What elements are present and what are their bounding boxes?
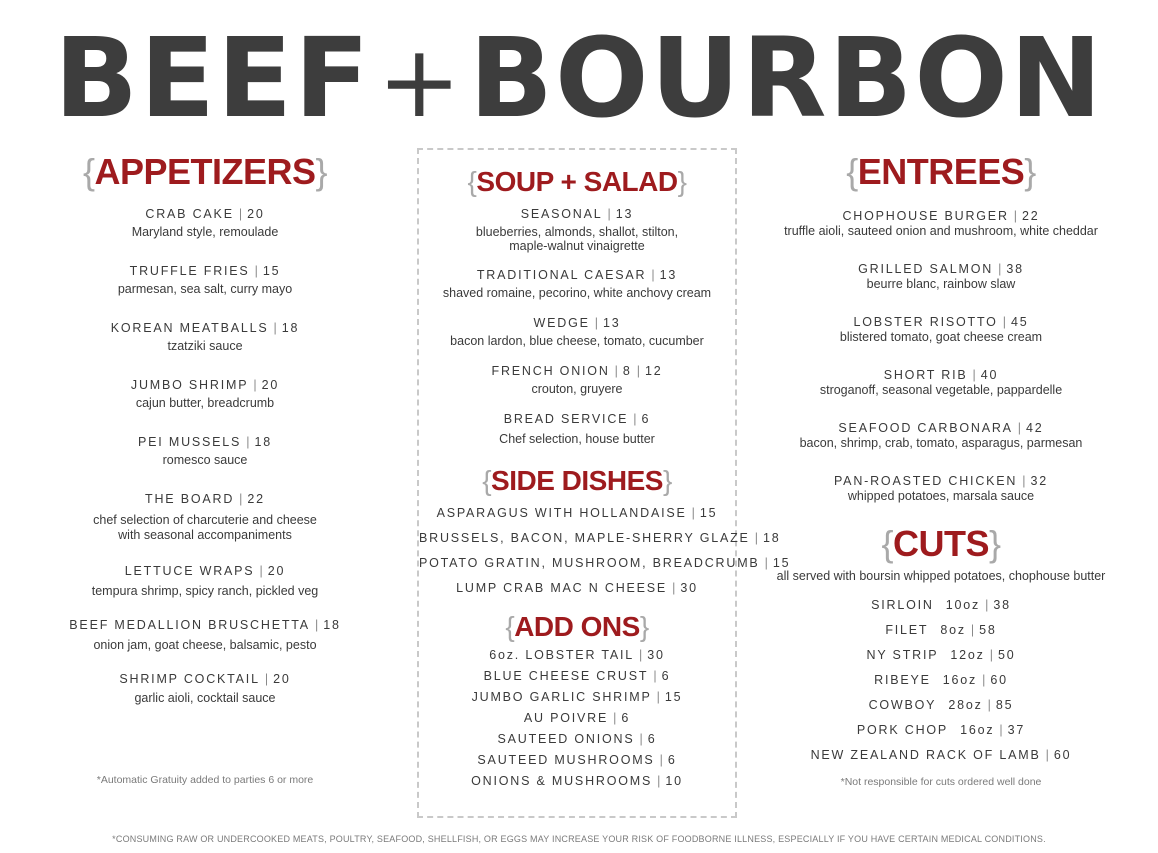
separator: | (639, 648, 643, 662)
separator: | (253, 378, 257, 392)
item-description: whipped potatoes, marsala sauce (847, 489, 1035, 503)
menu-item (40, 434, 370, 468)
separator: | (998, 262, 1002, 276)
menu-item (40, 206, 370, 240)
brace-close: } (989, 523, 1001, 564)
item-description: crouton, gruyere (531, 382, 623, 396)
separator: | (999, 723, 1003, 737)
item-name: SAUTEED ONIONS (497, 732, 635, 746)
item-price: 13 (602, 316, 621, 330)
item-name: LETTUCE WRAPS (124, 564, 255, 578)
menu-item (40, 617, 370, 653)
separator: | (246, 435, 250, 449)
item-name: CRAB CAKE (145, 207, 234, 221)
foodborne-illness-disclaimer: *CONSUMING RAW OR UNDERCOOKED MEATS, POULTRY, SEAFOOD, SHELLFISH, OR EGGS MAY INCREASE YOUR RISK OF FOODBORNE ILLNESS, ESPECIALLY IF YOU HAVE CERTAIN MEDICAL CONDITIONS. (112, 834, 1046, 844)
menu-item (40, 563, 370, 599)
separator: | (633, 412, 637, 426)
item-price: 18 (254, 435, 272, 449)
menu-item (40, 320, 370, 354)
cuts-note: *Not responsible for cuts ordered well done (840, 776, 1042, 788)
separator: | (639, 732, 643, 746)
item-name: PAN-ROASTED CHICKEN (833, 474, 1018, 488)
item-description: tempura shrimp, spicy ranch, pickled veg (91, 584, 319, 598)
cuts-subtitle: all served with boursin whipped potatoes, chophouse butter (776, 569, 1106, 583)
cut-item (766, 618, 1116, 643)
separator: | (659, 753, 663, 767)
item-price: 6 (647, 732, 657, 746)
item-price: 18 (323, 618, 341, 632)
item-price: 30 (647, 648, 665, 662)
separator: | (970, 623, 975, 637)
item-name: 6oz. LOBSTER TAIL (489, 648, 634, 662)
item-price: 45 (1010, 315, 1029, 329)
item-name: TRUFFLE FRIES (129, 264, 250, 278)
side-item (419, 551, 791, 576)
item-description: tzatziki sauce (167, 339, 243, 353)
item-name: BLUE CHEESE CRUST (483, 669, 649, 683)
menu-item (766, 420, 1116, 451)
item-name: PORK CHOP (856, 723, 949, 737)
item-size: 8oz (940, 623, 966, 637)
cut-item (766, 668, 1116, 693)
middle-section (417, 148, 791, 818)
item-price: 6 (621, 711, 631, 725)
item-price: 10 (665, 774, 683, 788)
brace-close: } (677, 166, 687, 197)
item-price: 6 (667, 753, 677, 767)
item-name: JUMBO SHRIMP (130, 378, 249, 392)
cut-item (766, 593, 1116, 618)
item-name: FRENCH ONION (491, 364, 610, 378)
item-description: cajun butter, breadcrumb (135, 396, 275, 410)
item-description: bacon lardon, blue cheese, tomato, cucumber (450, 334, 704, 348)
separator: | (985, 598, 989, 612)
item-price: 8 (622, 364, 632, 378)
item-price: 6 (641, 412, 651, 426)
item-price: 58 (979, 623, 997, 637)
separator: | (657, 774, 661, 788)
side-dishes-heading (419, 463, 735, 499)
page-title (0, 14, 1158, 142)
cut-item (766, 743, 1116, 768)
item-name: BREAD SERVICE (503, 412, 629, 426)
title-plus: + (377, 23, 464, 140)
appetizers-section (40, 150, 370, 786)
item-price: 85 (995, 698, 1014, 712)
item-description: blueberries, almonds, shallot, stilton, maple-walnut vinaigrette (475, 225, 679, 253)
item-description: blistered tomato, goat cheese cream (839, 330, 1043, 344)
item-name: SEASONAL (520, 207, 603, 221)
item-price: 60 (1053, 748, 1072, 762)
separator: | (607, 207, 611, 221)
item-name: AU POIVRE (523, 711, 609, 725)
item-description: stroganoff, seasonal vegetable, pappardelle (819, 383, 1063, 397)
item-name: COWBOY (868, 698, 937, 712)
separator: | (651, 268, 655, 282)
item-size: 10oz (945, 598, 981, 612)
soup-salad-heading-text: SOUP + SALAD (476, 166, 678, 197)
separator: | (264, 672, 269, 686)
separator: | (754, 531, 758, 545)
item-price: 40 (980, 368, 999, 382)
menu-item (766, 367, 1116, 398)
item-price: 32 (1030, 474, 1049, 488)
item-name: NEW ZEALAND RACK OF LAMB (810, 748, 1041, 762)
add-on-item (419, 708, 735, 729)
separator: | (691, 506, 695, 520)
item-description: onion jam, goat cheese, balsamic, pesto (93, 638, 317, 652)
item-name: SHRIMP COCKTAIL (119, 672, 260, 686)
entrees-section (766, 150, 1116, 788)
item-description: Maryland style, remoulade (131, 225, 279, 239)
menu-item (419, 363, 735, 397)
add-on-item (419, 729, 735, 750)
item-name: BRUSSELS, BACON, MAPLE-SHERRY GLAZE (419, 531, 750, 545)
separator: | (613, 711, 617, 725)
brace-open: { (881, 523, 893, 564)
item-price: 18 (281, 321, 300, 335)
item-name: KOREAN MEATBALLS (110, 321, 269, 335)
separator: | (259, 564, 263, 578)
item-price: 18 (762, 531, 781, 545)
item-name: ASPARAGUS WITH HOLLANDAISE (436, 506, 687, 520)
item-price: 38 (993, 598, 1011, 612)
entrees-heading (766, 150, 1116, 194)
item-name: SIRLOIN (871, 598, 934, 612)
item-description: parmesan, sea salt, curry mayo (117, 282, 293, 296)
item-name: LUMP CRAB MAC N CHEESE (456, 581, 668, 595)
item-name: THE BOARD (145, 492, 235, 506)
title-right: BOURBON (469, 14, 1104, 142)
cut-item (766, 643, 1116, 668)
separator: | (982, 673, 986, 687)
item-price: 50 (997, 648, 1016, 662)
item-description: garlic aioli, cocktail sauce (134, 691, 276, 705)
separator: | (989, 648, 993, 662)
separator: | (636, 364, 640, 378)
item-name: WEDGE (533, 316, 590, 330)
item-price-2: 12 (644, 364, 663, 378)
appetizers-heading-text: APPETIZERS (94, 151, 316, 192)
separator: | (594, 316, 598, 330)
separator: | (314, 618, 319, 632)
menu-item (766, 314, 1116, 345)
add-on-item (419, 645, 735, 666)
item-price: 15 (699, 506, 718, 520)
side-item (419, 576, 735, 601)
separator: | (764, 556, 768, 570)
menu-item (40, 377, 370, 411)
item-size: 12oz (950, 648, 985, 662)
brace-open: { (467, 166, 477, 197)
menu-item (40, 671, 370, 706)
item-price: 20 (261, 378, 280, 392)
add-ons-heading (419, 609, 735, 645)
separator: | (614, 364, 618, 378)
item-price: 6 (661, 669, 671, 683)
side-item (419, 526, 781, 551)
separator: | (1002, 315, 1006, 329)
item-name: SAUTEED MUSHROOMS (477, 753, 655, 767)
menu-item (40, 491, 370, 543)
item-price: 22 (1022, 209, 1040, 223)
menu-item (419, 206, 735, 253)
item-description: shaved romaine, pecorino, white anchovy cream (442, 286, 712, 300)
item-size: 16oz (942, 673, 978, 687)
menu-item (766, 208, 1116, 239)
item-price: 20 (267, 564, 286, 578)
brace-open: { (82, 151, 95, 192)
cut-item (766, 718, 1116, 743)
separator: | (273, 321, 277, 335)
item-description: chef selection of charcuterie and cheese with seasonal accompaniments (93, 513, 317, 542)
item-price: 22 (247, 492, 265, 506)
item-name: SEAFOOD CARBONARA (838, 421, 1013, 435)
item-name: JUMBO GARLIC SHRIMP (471, 690, 652, 704)
item-price: 13 (659, 268, 678, 282)
add-on-item (419, 750, 735, 771)
menu-item (419, 267, 735, 301)
side-dishes-heading-text: SIDE DISHES (491, 465, 663, 496)
entrees-heading-text: ENTREES (857, 151, 1025, 192)
item-name: PEI MUSSELS (138, 435, 242, 449)
item-price: 60 (990, 673, 1008, 687)
brace-open: { (482, 465, 492, 496)
menu-item (419, 411, 735, 447)
item-price: 30 (680, 581, 698, 595)
brace-open: { (505, 611, 515, 642)
separator: | (656, 690, 660, 704)
menu-item (419, 315, 735, 349)
menu-item (766, 261, 1116, 292)
item-name: POTATO GRATIN, MUSHROOM, BREADCRUMB (419, 556, 760, 570)
separator: | (238, 207, 243, 221)
item-description: truffle aioli, sauteed onion and mushroom, white cheddar (784, 224, 1098, 238)
item-price: 15 (772, 556, 791, 570)
item-name: CHOPHOUSE BURGER (842, 209, 1009, 223)
item-description: romesco sauce (162, 453, 248, 467)
separator: | (254, 264, 258, 278)
item-name: GRILLED SALMON (858, 262, 994, 276)
item-name: FILET (885, 623, 929, 637)
side-item (419, 501, 735, 526)
separator: | (1045, 748, 1049, 762)
item-price: 38 (1006, 262, 1024, 276)
item-price: 37 (1007, 723, 1026, 737)
item-name: LOBSTER RISOTTO (853, 315, 998, 329)
soup-salad-heading (419, 164, 735, 200)
brace-close: } (1024, 151, 1036, 192)
separator: | (653, 669, 657, 683)
item-price: 20 (273, 672, 291, 686)
item-price: 20 (247, 207, 265, 221)
separator: | (1013, 209, 1018, 223)
brace-close: } (315, 151, 328, 192)
item-price: 13 (615, 207, 634, 221)
separator: | (987, 698, 991, 712)
item-name: BEEF MEDALLION BRUSCHETTA (69, 618, 310, 632)
item-name: NY STRIP (866, 648, 939, 662)
add-on-item (419, 771, 735, 792)
item-description: bacon, shrimp, crab, tomato, asparagus, parmesan (799, 436, 1083, 450)
item-description: beurre blanc, rainbow slaw (866, 277, 1016, 291)
item-size: 28oz (948, 698, 983, 712)
item-name: RIBEYE (874, 673, 931, 687)
separator: | (1022, 474, 1026, 488)
add-on-item (419, 687, 735, 708)
item-description: Chef selection, house butter (499, 432, 655, 446)
title-left: BEEF (54, 14, 372, 142)
menu-item (40, 263, 370, 297)
separator: | (672, 581, 676, 595)
item-name: SHORT RIB (883, 368, 968, 382)
gratuity-note: *Automatic Gratuity added to parties 6 or more (96, 774, 314, 786)
add-on-item (419, 666, 735, 687)
item-name: TRADITIONAL CAESAR (476, 268, 647, 282)
cut-item (766, 693, 1116, 718)
cuts-heading-text: CUTS (893, 523, 989, 564)
menu-item (766, 473, 1116, 504)
brace-close: } (662, 465, 672, 496)
cuts-heading (766, 522, 1116, 566)
separator: | (239, 492, 243, 506)
add-ons-heading-text: ADD ONS (514, 611, 640, 642)
separator: | (972, 368, 976, 382)
item-price: 15 (664, 690, 683, 704)
appetizers-heading (40, 150, 370, 194)
item-size: 16oz (960, 723, 995, 737)
item-name: ONIONS & MUSHROOMS (471, 774, 653, 788)
separator: | (1017, 421, 1022, 435)
brace-close: } (639, 611, 649, 642)
brace-open: { (846, 151, 858, 192)
item-price: 15 (262, 264, 281, 278)
item-price: 42 (1026, 421, 1044, 435)
